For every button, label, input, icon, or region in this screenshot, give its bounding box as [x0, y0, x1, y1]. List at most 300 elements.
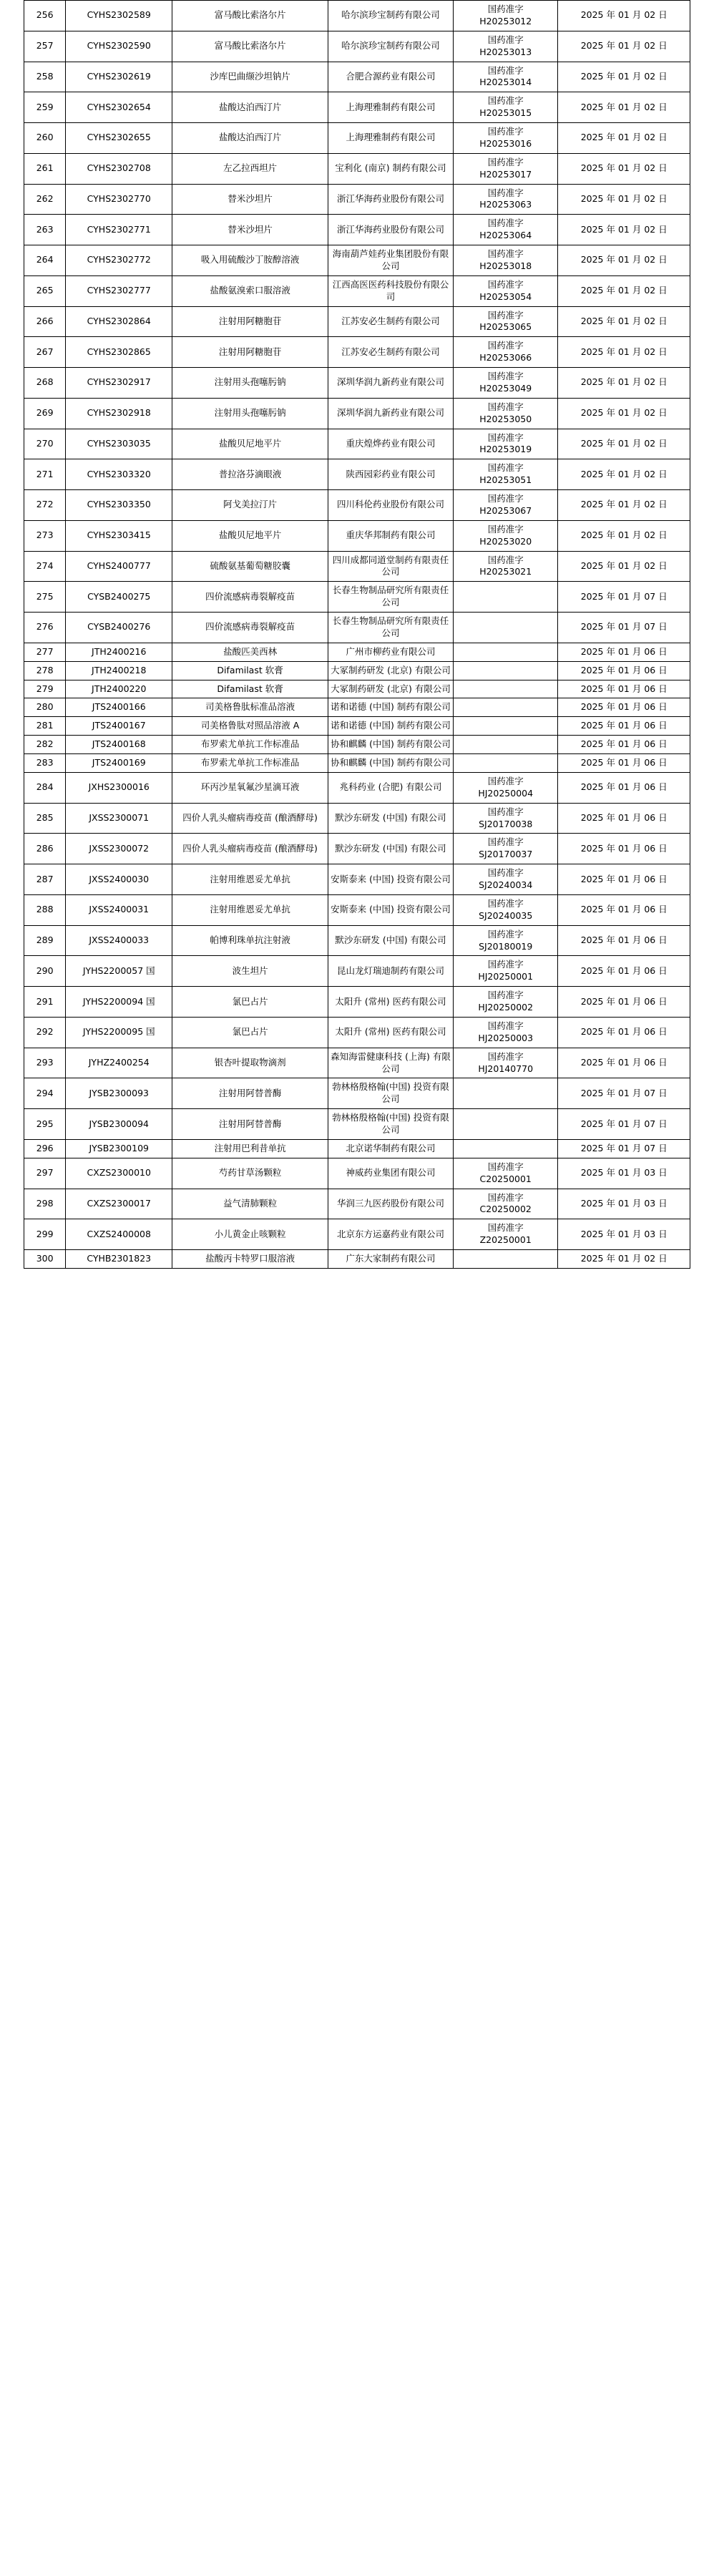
row-index: 281: [24, 717, 66, 736]
table-row: [24, 613, 690, 643]
table-row: [24, 582, 690, 613]
row-index: 264: [24, 245, 66, 276]
row-code: JYHS2200057 国: [66, 956, 172, 987]
row-approval-number: 国药准字 SJ20170037: [454, 834, 558, 864]
row-drug-name: 替米沙坦片: [172, 184, 328, 215]
row-index: 270: [24, 429, 66, 459]
row-approval-date: 2025 年 01 月 02 日: [558, 153, 690, 184]
row-index: 265: [24, 275, 66, 306]
row-company: 默沙东研发 (中国) 有限公司: [328, 803, 454, 834]
table-row: [24, 1048, 690, 1078]
row-company: 勃林格殷格翰(中国) 投资有限公司: [328, 1109, 454, 1140]
row-index: 295: [24, 1109, 66, 1140]
row-approval-date: 2025 年 01 月 02 日: [558, 184, 690, 215]
row-company: 太阳升 (常州) 医药有限公司: [328, 1017, 454, 1048]
row-index: 279: [24, 680, 66, 698]
row-drug-name: 注射用维恩妥尤单抗: [172, 894, 328, 925]
row-code: CYHS2302864: [66, 306, 172, 337]
row-drug-name: 吸入用硫酸沙丁胺醇溶液: [172, 245, 328, 276]
row-drug-name: 帕博利珠单抗注射液: [172, 925, 328, 956]
row-approval-number: [454, 754, 558, 773]
row-drug-name: 注射用巴利昔单抗: [172, 1139, 328, 1158]
row-approval-date: 2025 年 01 月 02 日: [558, 1250, 690, 1269]
row-index: 275: [24, 582, 66, 613]
row-index: 299: [24, 1219, 66, 1250]
row-drug-name: 左乙拉西坦片: [172, 153, 328, 184]
row-drug-name: 盐酸氨溴索口服溶液: [172, 275, 328, 306]
row-approval-date: 2025 年 01 月 02 日: [558, 92, 690, 123]
row-approval-date: 2025 年 01 月 06 日: [558, 925, 690, 956]
row-company: 上海理雅制药有限公司: [328, 123, 454, 154]
row-approval-date: 2025 年 01 月 02 日: [558, 368, 690, 399]
row-approval-number: [454, 1109, 558, 1140]
row-code: CYSB2400276: [66, 613, 172, 643]
row-approval-date: 2025 年 01 月 06 日: [558, 894, 690, 925]
row-drug-name: 环丙沙星氧氟沙星滴耳液: [172, 772, 328, 803]
row-company: 深圳华润九新药业有限公司: [328, 368, 454, 399]
row-drug-name: 四价流感病毒裂解疫苗: [172, 613, 328, 643]
row-approval-date: 2025 年 01 月 06 日: [558, 661, 690, 680]
row-company: 宝利化 (南京) 制药有限公司: [328, 153, 454, 184]
row-drug-name: 沙库巴曲缬沙坦钠片: [172, 62, 328, 92]
row-approval-date: 2025 年 01 月 03 日: [558, 1158, 690, 1189]
row-company: 四川成都同道堂制药有限责任公司: [328, 551, 454, 582]
row-index: 274: [24, 551, 66, 582]
row-drug-name: 氯巴占片: [172, 1017, 328, 1048]
row-index: 259: [24, 92, 66, 123]
row-company: 勃林格殷格翰(中国) 投资有限公司: [328, 1078, 454, 1109]
row-index: 300: [24, 1250, 66, 1269]
row-code: CYHB2301823: [66, 1250, 172, 1269]
table-row: [24, 490, 690, 521]
row-approval-date: 2025 年 01 月 02 日: [558, 245, 690, 276]
row-index: 288: [24, 894, 66, 925]
row-approval-number: 国药准字 H20253017: [454, 153, 558, 184]
row-approval-number: [454, 717, 558, 736]
row-approval-date: 2025 年 01 月 02 日: [558, 337, 690, 368]
row-code: CXZS2300017: [66, 1189, 172, 1219]
row-index: 278: [24, 661, 66, 680]
row-drug-name: 盐酸达泊西汀片: [172, 92, 328, 123]
table-row: [24, 680, 690, 698]
table-row: [24, 337, 690, 368]
row-company: 陕西园彩药业有限公司: [328, 459, 454, 490]
row-company: 兆科药业 (合肥) 有限公司: [328, 772, 454, 803]
row-code: CYHS2302655: [66, 123, 172, 154]
row-drug-name: 银杏叶提取物滴剂: [172, 1048, 328, 1078]
row-index: 276: [24, 613, 66, 643]
row-company: 哈尔滨珍宝制药有限公司: [328, 31, 454, 62]
row-company: 重庆煌烨药业有限公司: [328, 429, 454, 459]
row-drug-name: 盐酸贝尼地平片: [172, 429, 328, 459]
row-approval-number: 国药准字 SJ20170038: [454, 803, 558, 834]
row-approval-number: 国药准字 SJ20180019: [454, 925, 558, 956]
row-code: CYHS2400777: [66, 551, 172, 582]
row-code: CYHS2302865: [66, 337, 172, 368]
table-row: [24, 698, 690, 717]
row-index: 263: [24, 215, 66, 245]
row-index: 266: [24, 306, 66, 337]
row-approval-number: 国药准字 HJ20250004: [454, 772, 558, 803]
row-code: JTH2400220: [66, 680, 172, 698]
row-approval-date: 2025 年 01 月 07 日: [558, 1109, 690, 1140]
row-drug-name: 注射用维恩妥尤单抗: [172, 864, 328, 895]
row-code: CYHS2303350: [66, 490, 172, 521]
row-approval-number: 国药准字 SJ20240034: [454, 864, 558, 895]
row-approval-date: 2025 年 01 月 06 日: [558, 864, 690, 895]
row-company: 合肥合源药业有限公司: [328, 62, 454, 92]
row-company: 长春生物制品研究所有限责任公司: [328, 613, 454, 643]
row-code: JYHS2200094 国: [66, 987, 172, 1018]
row-company: 默沙东研发 (中国) 有限公司: [328, 925, 454, 956]
table-row: [24, 661, 690, 680]
table-row: [24, 368, 690, 399]
row-company: 四川科伦药业股份有限公司: [328, 490, 454, 521]
drug-approval-table: [24, 0, 690, 1269]
table-row: [24, 1219, 690, 1250]
row-approval-date: 2025 年 01 月 07 日: [558, 613, 690, 643]
row-approval-date: 2025 年 01 月 06 日: [558, 643, 690, 661]
row-drug-name: 富马酸比索洛尔片: [172, 31, 328, 62]
row-approval-date: 2025 年 01 月 02 日: [558, 1, 690, 31]
table-row: [24, 925, 690, 956]
row-code: JTS2400168: [66, 736, 172, 754]
table-row: [24, 459, 690, 490]
table-row: [24, 31, 690, 62]
row-approval-date: 2025 年 01 月 07 日: [558, 1139, 690, 1158]
row-approval-number: 国药准字 H20253016: [454, 123, 558, 154]
row-code: JXSS2400031: [66, 894, 172, 925]
row-approval-date: 2025 年 01 月 06 日: [558, 680, 690, 698]
table-row: [24, 864, 690, 895]
row-drug-name: Difamilast 软膏: [172, 680, 328, 698]
row-approval-date: 2025 年 01 月 06 日: [558, 698, 690, 717]
row-drug-name: 小儿黄金止咳颗粒: [172, 1219, 328, 1250]
row-company: 哈尔滨珍宝制药有限公司: [328, 1, 454, 31]
row-approval-number: 国药准字 H20253065: [454, 306, 558, 337]
row-drug-name: 注射用头孢噻肟钠: [172, 398, 328, 429]
row-approval-date: 2025 年 01 月 03 日: [558, 1189, 690, 1219]
row-drug-name: 硫酸氨基葡萄糖胶囊: [172, 551, 328, 582]
row-approval-date: 2025 年 01 月 02 日: [558, 398, 690, 429]
row-index: 269: [24, 398, 66, 429]
row-company: 北京东方运嘉药业有限公司: [328, 1219, 454, 1250]
row-code: CYHS2302777: [66, 275, 172, 306]
row-approval-date: 2025 年 01 月 06 日: [558, 736, 690, 754]
table-row: [24, 894, 690, 925]
row-drug-name: 氯巴占片: [172, 987, 328, 1018]
table-row: [24, 153, 690, 184]
row-code: JXSS2400030: [66, 864, 172, 895]
row-index: 271: [24, 459, 66, 490]
row-company: 协和麒麟 (中国) 制药有限公司: [328, 736, 454, 754]
row-index: 296: [24, 1139, 66, 1158]
row-approval-date: 2025 年 01 月 02 日: [558, 123, 690, 154]
row-drug-name: 布罗索尤单抗工作标准品: [172, 754, 328, 773]
table-row: [24, 987, 690, 1018]
row-index: 273: [24, 520, 66, 551]
row-drug-name: 盐酸丙卡特罗口服溶液: [172, 1250, 328, 1269]
table-row: [24, 1158, 690, 1189]
row-index: 272: [24, 490, 66, 521]
row-index: 277: [24, 643, 66, 661]
row-approval-number: 国药准字 H20253019: [454, 429, 558, 459]
table-row: [24, 551, 690, 582]
row-approval-number: 国药准字 H20253049: [454, 368, 558, 399]
row-company: 上海理雅制药有限公司: [328, 92, 454, 123]
table-row: [24, 92, 690, 123]
row-approval-date: 2025 年 01 月 06 日: [558, 834, 690, 864]
row-code: CYHS2302589: [66, 1, 172, 31]
row-index: 261: [24, 153, 66, 184]
row-drug-name: 注射用阿替普酶: [172, 1078, 328, 1109]
row-code: CYHS2302590: [66, 31, 172, 62]
row-code: CYHS2302708: [66, 153, 172, 184]
table-row: [24, 62, 690, 92]
row-approval-date: 2025 年 01 月 06 日: [558, 754, 690, 773]
table-row: [24, 1139, 690, 1158]
row-code: JXSS2300071: [66, 803, 172, 834]
row-drug-name: 四价人乳头瘤病毒疫苗 (酿酒酵母): [172, 834, 328, 864]
table-row: [24, 1078, 690, 1109]
table-row: [24, 184, 690, 215]
table-row: [24, 123, 690, 154]
row-approval-date: 2025 年 01 月 02 日: [558, 31, 690, 62]
row-index: 267: [24, 337, 66, 368]
row-code: JTS2400169: [66, 754, 172, 773]
row-approval-number: 国药准字 HJ20250002: [454, 987, 558, 1018]
row-approval-number: 国药准字 H20253020: [454, 520, 558, 551]
row-approval-number: [454, 582, 558, 613]
row-drug-name: Difamilast 软膏: [172, 661, 328, 680]
row-approval-number: 国药准字 H20253013: [454, 31, 558, 62]
row-drug-name: 波生坦片: [172, 956, 328, 987]
row-company: 长春生物制品研究所有限责任公司: [328, 582, 454, 613]
row-approval-date: 2025 年 01 月 02 日: [558, 551, 690, 582]
row-approval-date: 2025 年 01 月 02 日: [558, 459, 690, 490]
row-approval-number: 国药准字 Z20250001: [454, 1219, 558, 1250]
row-drug-name: 四价人乳头瘤病毒疫苗 (酿酒酵母): [172, 803, 328, 834]
table-row: [24, 245, 690, 276]
row-approval-number: 国药准字 C20250001: [454, 1158, 558, 1189]
row-code: JYHZ2400254: [66, 1048, 172, 1078]
row-index: 292: [24, 1017, 66, 1048]
row-approval-number: [454, 736, 558, 754]
row-company: 昆山龙灯瑞迪制药有限公司: [328, 956, 454, 987]
row-code: CXZS2300010: [66, 1158, 172, 1189]
row-approval-date: 2025 年 01 月 02 日: [558, 429, 690, 459]
row-approval-number: 国药准字 SJ20240035: [454, 894, 558, 925]
row-code: JXHS2300016: [66, 772, 172, 803]
table-row: [24, 956, 690, 987]
row-approval-number: 国药准字 C20250002: [454, 1189, 558, 1219]
row-code: CYHS2302918: [66, 398, 172, 429]
row-approval-number: 国药准字 H20253050: [454, 398, 558, 429]
row-code: CXZS2400008: [66, 1219, 172, 1250]
table-row: [24, 1017, 690, 1048]
row-company: 大冢制药研发 (北京) 有限公司: [328, 680, 454, 698]
row-drug-name: 盐酸达泊西汀片: [172, 123, 328, 154]
row-drug-name: 四价流感病毒裂解疫苗: [172, 582, 328, 613]
row-drug-name: 替米沙坦片: [172, 215, 328, 245]
row-index: 290: [24, 956, 66, 987]
row-code: CYHS2302771: [66, 215, 172, 245]
row-approval-number: [454, 1139, 558, 1158]
table-row: [24, 1189, 690, 1219]
row-drug-name: 芍药甘草汤颗粒: [172, 1158, 328, 1189]
row-approval-number: 国药准字 H20253012: [454, 1, 558, 31]
row-approval-date: 2025 年 01 月 02 日: [558, 490, 690, 521]
row-approval-date: 2025 年 01 月 06 日: [558, 1017, 690, 1048]
row-company: 默沙东研发 (中国) 有限公司: [328, 834, 454, 864]
row-index: 297: [24, 1158, 66, 1189]
row-approval-date: 2025 年 01 月 06 日: [558, 987, 690, 1018]
row-code: JTS2400167: [66, 717, 172, 736]
row-company: 诺和诺德 (中国) 制药有限公司: [328, 717, 454, 736]
row-approval-number: 国药准字 HJ20250003: [454, 1017, 558, 1048]
row-approval-number: 国药准字 H20253015: [454, 92, 558, 123]
row-company: 华润三九医药股份有限公司: [328, 1189, 454, 1219]
row-index: 287: [24, 864, 66, 895]
row-index: 260: [24, 123, 66, 154]
table-row: [24, 1109, 690, 1140]
row-index: 283: [24, 754, 66, 773]
row-drug-name: 阿戈美拉汀片: [172, 490, 328, 521]
row-code: JTH2400216: [66, 643, 172, 661]
row-drug-name: 盐酸匹美西林: [172, 643, 328, 661]
row-approval-number: 国药准字 H20253067: [454, 490, 558, 521]
row-drug-name: 盐酸贝尼地平片: [172, 520, 328, 551]
table-row: [24, 398, 690, 429]
row-code: CYHS2302619: [66, 62, 172, 92]
row-code: JYHS2200095 国: [66, 1017, 172, 1048]
row-approval-date: 2025 年 01 月 02 日: [558, 520, 690, 551]
row-company: 江西高医医药科技股份有限公司: [328, 275, 454, 306]
row-index: 257: [24, 31, 66, 62]
row-approval-date: 2025 年 01 月 07 日: [558, 1078, 690, 1109]
row-code: JXSS2300072: [66, 834, 172, 864]
row-approval-date: 2025 年 01 月 02 日: [558, 215, 690, 245]
row-approval-number: 国药准字 H20253018: [454, 245, 558, 276]
row-code: CYHS2303035: [66, 429, 172, 459]
row-company: 江苏安必生制药有限公司: [328, 306, 454, 337]
row-code: CYHS2302917: [66, 368, 172, 399]
row-approval-number: 国药准字 H20253021: [454, 551, 558, 582]
row-code: CYHS2302770: [66, 184, 172, 215]
row-code: CYHS2303415: [66, 520, 172, 551]
row-approval-date: 2025 年 01 月 03 日: [558, 1219, 690, 1250]
table-row: [24, 520, 690, 551]
row-company: 安斯泰来 (中国) 投资有限公司: [328, 864, 454, 895]
table-row: [24, 803, 690, 834]
row-approval-date: 2025 年 01 月 07 日: [558, 582, 690, 613]
row-index: 280: [24, 698, 66, 717]
row-drug-name: 注射用阿糖胞苷: [172, 337, 328, 368]
row-company: 浙江华海药业股份有限公司: [328, 184, 454, 215]
table-row: [24, 1, 690, 31]
row-drug-name: 司美格鲁肽标准品溶液: [172, 698, 328, 717]
table-row: [24, 772, 690, 803]
row-approval-number: 国药准字 HJ20250001: [454, 956, 558, 987]
row-approval-number: [454, 680, 558, 698]
row-approval-date: 2025 年 01 月 02 日: [558, 306, 690, 337]
row-approval-number: 国药准字 H20253051: [454, 459, 558, 490]
row-approval-date: 2025 年 01 月 02 日: [558, 275, 690, 306]
row-approval-number: 国药准字 H20253014: [454, 62, 558, 92]
row-drug-name: 注射用阿糖胞苷: [172, 306, 328, 337]
row-drug-name: 司美格鲁肽对照品溶液 A: [172, 717, 328, 736]
table-row: [24, 643, 690, 661]
row-code: JYSB2300094: [66, 1109, 172, 1140]
row-index: 291: [24, 987, 66, 1018]
row-index: 289: [24, 925, 66, 956]
row-approval-number: [454, 613, 558, 643]
table-row: [24, 834, 690, 864]
document-page: [0, 0, 714, 1269]
row-index: 298: [24, 1189, 66, 1219]
table-row: [24, 1250, 690, 1269]
row-approval-number: [454, 1250, 558, 1269]
row-company: 重庆华邦制药有限公司: [328, 520, 454, 551]
row-approval-date: 2025 年 01 月 06 日: [558, 717, 690, 736]
row-code: JXSS2400033: [66, 925, 172, 956]
row-index: 284: [24, 772, 66, 803]
row-index: 268: [24, 368, 66, 399]
row-drug-name: 注射用阿替普酶: [172, 1109, 328, 1140]
row-code: JTH2400218: [66, 661, 172, 680]
table-row: [24, 754, 690, 773]
row-approval-number: 国药准字 H20253064: [454, 215, 558, 245]
row-index: 285: [24, 803, 66, 834]
row-approval-number: 国药准字 HJ20140770: [454, 1048, 558, 1078]
row-company: 大冢制药研发 (北京) 有限公司: [328, 661, 454, 680]
table-row: [24, 717, 690, 736]
row-approval-number: [454, 643, 558, 661]
row-company: 深圳华润九新药业有限公司: [328, 398, 454, 429]
row-approval-number: [454, 661, 558, 680]
row-approval-date: 2025 年 01 月 06 日: [558, 1048, 690, 1078]
row-code: JYSB2300109: [66, 1139, 172, 1158]
row-approval-number: 国药准字 H20253063: [454, 184, 558, 215]
row-drug-name: 注射用头孢噻肟钠: [172, 368, 328, 399]
row-company: 森知海雷健康科技 (上海) 有限公司: [328, 1048, 454, 1078]
table-row: [24, 215, 690, 245]
row-company: 广州市柳药业有限公司: [328, 643, 454, 661]
row-index: 258: [24, 62, 66, 92]
table-row: [24, 275, 690, 306]
row-index: 286: [24, 834, 66, 864]
row-company: 安斯泰来 (中国) 投资有限公司: [328, 894, 454, 925]
row-index: 293: [24, 1048, 66, 1078]
row-approval-date: 2025 年 01 月 06 日: [558, 772, 690, 803]
row-approval-number: 国药准字 H20253066: [454, 337, 558, 368]
row-company: 海南葫芦娃药业集团股份有限公司: [328, 245, 454, 276]
row-approval-date: 2025 年 01 月 06 日: [558, 803, 690, 834]
row-company: 浙江华海药业股份有限公司: [328, 215, 454, 245]
table-row: [24, 306, 690, 337]
row-code: JTS2400166: [66, 698, 172, 717]
table-body: [24, 1, 690, 1269]
row-code: JYSB2300093: [66, 1078, 172, 1109]
row-company: 北京诺华制药有限公司: [328, 1139, 454, 1158]
row-company: 神威药业集团有限公司: [328, 1158, 454, 1189]
row-approval-number: [454, 698, 558, 717]
row-code: CYHS2302654: [66, 92, 172, 123]
row-company: 诺和诺德 (中国) 制药有限公司: [328, 698, 454, 717]
row-index: 282: [24, 736, 66, 754]
row-code: CYHS2302772: [66, 245, 172, 276]
row-company: 太阳升 (常州) 医药有限公司: [328, 987, 454, 1018]
